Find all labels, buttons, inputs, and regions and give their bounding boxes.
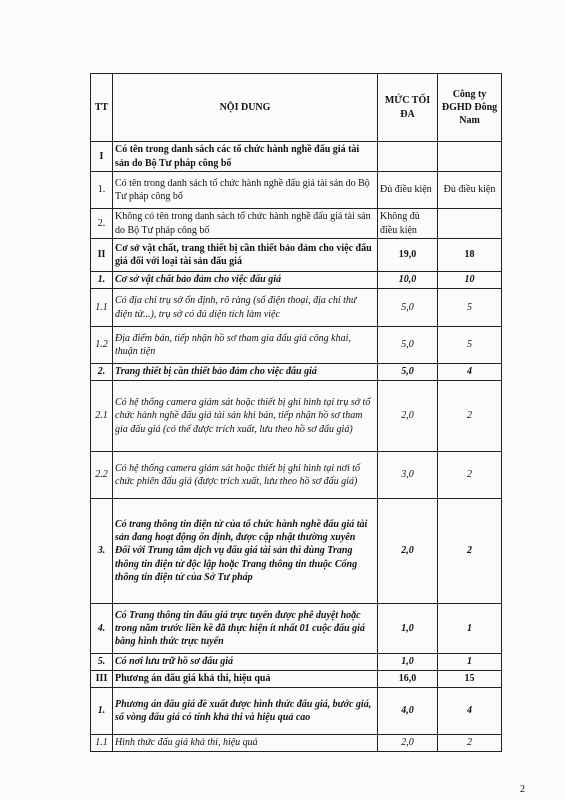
row-max: 2,0	[378, 499, 438, 604]
row-content: Có hệ thống camera giám sát hoặc thiết bị ghi hình tại trụ sở tổ chức hành nghề đấu giá tài sản khi bán, tiếp nhận hồ sơ tham gia đấu giá (có thể được trích xuất, lưu theo hồ sơ đấu giá)	[113, 381, 378, 452]
page-number: 2	[520, 784, 525, 795]
row-max: 10,0	[378, 272, 438, 289]
row-max: 5,0	[378, 327, 438, 364]
row-score: 5	[438, 289, 502, 327]
row-content-note: Đối với Trung tâm dịch vụ đấu giá tài sản thì dùng Trang thông tin điện tử độc lập hoặc Trang thông tin thuộc Cổng thông tin điện tử của Sở Tư pháp	[115, 545, 358, 583]
row-content: Có Trang thông tin đấu giá trực tuyến được phê duyệt hoặc trong năm trước liền kề đã thực hiện ít nhất 01 cuộc đấu giá bằng hình thức trực tuyến	[113, 604, 378, 654]
table-row	[91, 735, 502, 752]
table-row	[91, 209, 502, 239]
row-content	[113, 499, 378, 604]
row-content: Hình thức đấu giá khả thi, hiệu quả	[113, 735, 378, 752]
row-content: Trang thiết bị cần thiết bảo đảm cho việc đấu giá	[113, 364, 378, 381]
table-row	[91, 688, 502, 735]
row-tt: I	[91, 142, 113, 172]
row-content: Có nơi lưu trữ hồ sơ đấu giá	[113, 654, 378, 671]
row-max: 1,0	[378, 654, 438, 671]
header-noi-dung: NỘI DUNG	[113, 74, 378, 142]
row-max: 4,0	[378, 688, 438, 735]
row-max: 1,0	[378, 604, 438, 654]
row-max: 3,0	[378, 452, 438, 499]
row-tt: 1.2	[91, 327, 113, 364]
row-max	[378, 142, 438, 172]
row-max: 5,0	[378, 364, 438, 381]
row-score: 1	[438, 654, 502, 671]
row-max: 2,0	[378, 735, 438, 752]
row-tt: 1.	[91, 172, 113, 209]
table-row	[91, 327, 502, 364]
table-row	[91, 289, 502, 327]
table-header-row	[91, 74, 502, 142]
row-score: 5	[438, 327, 502, 364]
row-tt: 1.1	[91, 735, 113, 752]
row-max: 16,0	[378, 671, 438, 688]
table-row	[91, 172, 502, 209]
header-company: Công ty ĐGHD Đông Nam	[438, 74, 502, 142]
row-max: Đủ điều kiện	[378, 172, 438, 209]
row-tt: 5.	[91, 654, 113, 671]
row-score: 18	[438, 239, 502, 272]
criteria-table	[90, 73, 502, 752]
row-tt: 2.2	[91, 452, 113, 499]
row-tt: II	[91, 239, 113, 272]
table-row	[91, 604, 502, 654]
row-content: Phương án đấu giá đề xuất được hình thức đấu giá, bước giá, số vòng đấu giá có tính khả thi và hiệu quả cao	[113, 688, 378, 735]
row-content: Có tên trong danh sách tổ chức hành nghề đấu giá tài sản do Bộ Tư pháp công bố	[113, 172, 378, 209]
row-score: 2	[438, 499, 502, 604]
table-row	[91, 671, 502, 688]
row-score: 2	[438, 452, 502, 499]
row-content: Cơ sở vật chất bảo đảm cho việc đấu giá	[113, 272, 378, 289]
row-score: 2	[438, 381, 502, 452]
row-tt: 1.	[91, 272, 113, 289]
row-score	[438, 142, 502, 172]
header-muc-toi-da: MỨC TỐI ĐA	[378, 74, 438, 142]
row-content: Có địa chỉ trụ sở ổn định, rõ ràng (số điện thoại, địa chỉ thư điện tử...), trụ sở có đủ diện tích làm việc	[113, 289, 378, 327]
table-row	[91, 499, 502, 604]
row-tt: 3.	[91, 499, 113, 604]
row-score: 2	[438, 735, 502, 752]
table-row	[91, 452, 502, 499]
row-content-line: Có trang thông tin điện tử của tổ chức hành nghề đấu giá tài sản đang hoạt động ổn định, được cập nhật thường xuyên	[115, 519, 368, 544]
row-max: 2,0	[378, 381, 438, 452]
row-max: 19,0	[378, 239, 438, 272]
row-score: 4	[438, 364, 502, 381]
row-tt: 1.	[91, 688, 113, 735]
row-score: Đủ điều kiện	[438, 172, 502, 209]
row-tt: 2.	[91, 209, 113, 239]
row-content: Cơ sở vật chất, trang thiết bị cần thiết bảo đảm cho việc đấu giá đối với loại tài sản đấu giá	[113, 239, 378, 272]
row-tt: 2.1	[91, 381, 113, 452]
row-content: Có hệ thống camera giám sát hoặc thiết bị ghi hình tại nơi tổ chức phiên đấu giá (được trích xuất, lưu theo hồ sơ đấu giá)	[113, 452, 378, 499]
row-tt: 2.	[91, 364, 113, 381]
row-content: Không có tên trong danh sách tổ chức hành nghề đấu giá tài sản do Bộ Tư pháp công bố	[113, 209, 378, 239]
row-tt: III	[91, 671, 113, 688]
row-score: 15	[438, 671, 502, 688]
row-score	[438, 209, 502, 239]
row-content: Có tên trong danh sách các tổ chức hành nghề đấu giá tài sản do Bộ Tư pháp công bố	[113, 142, 378, 172]
table-row	[91, 272, 502, 289]
table-row	[91, 654, 502, 671]
row-content: Địa điểm bán, tiếp nhận hồ sơ tham gia đấu giá công khai, thuận tiện	[113, 327, 378, 364]
table-row	[91, 239, 502, 272]
row-max: Không đủ điều kiện	[378, 209, 438, 239]
row-score: 1	[438, 604, 502, 654]
header-tt: TT	[91, 74, 113, 142]
row-tt: 4.	[91, 604, 113, 654]
table-row	[91, 142, 502, 172]
table-row	[91, 381, 502, 452]
row-score: 4	[438, 688, 502, 735]
row-max: 5,0	[378, 289, 438, 327]
row-tt: 1.1	[91, 289, 113, 327]
row-content: Phương án đấu giá khả thi, hiệu quả	[113, 671, 378, 688]
row-score: 10	[438, 272, 502, 289]
table-row	[91, 364, 502, 381]
